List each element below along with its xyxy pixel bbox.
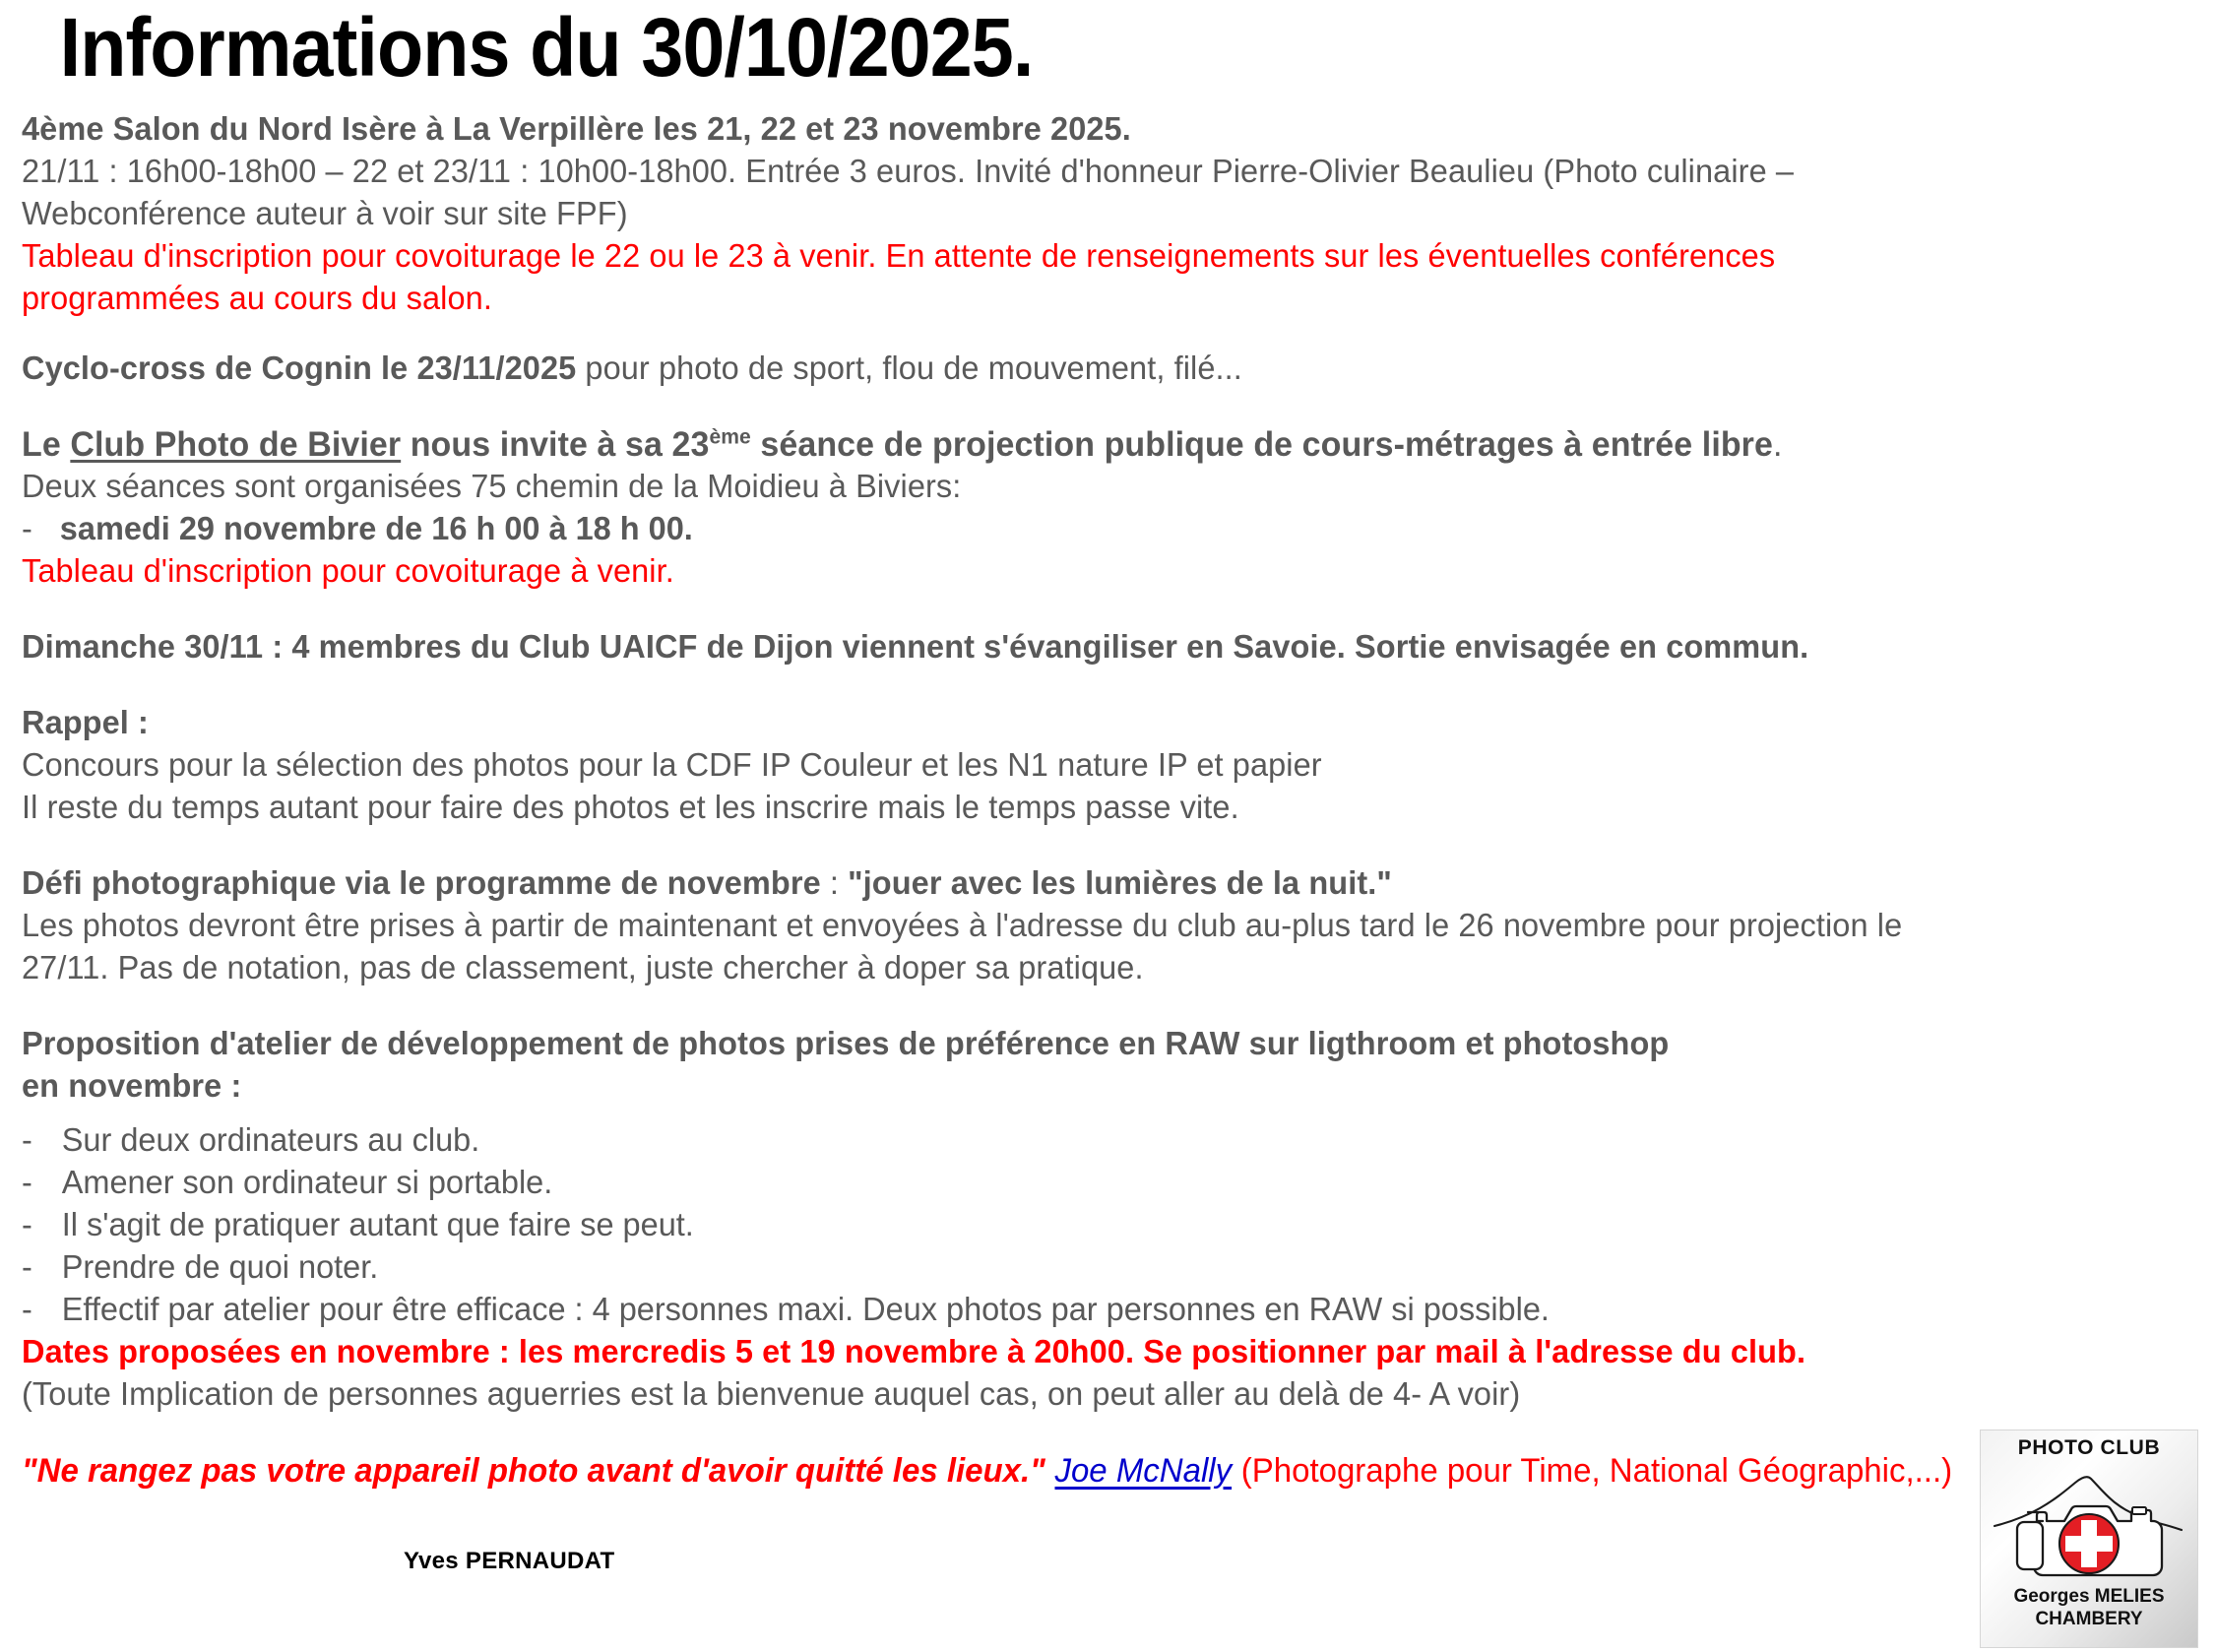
- salon-detail-line-2: Webconférence auteur à voir sur site FPF): [22, 195, 628, 232]
- bullet-dash-icon: -: [22, 1164, 32, 1201]
- bivier-ordinal: ème: [709, 423, 751, 449]
- bivier-note-wrap: [22, 550, 2123, 593]
- atelier-dates-note: Dates proposées en novembre : les mercredis 5 et 19 novembre à 20h00. Se positionner par mail à l'adresse du club.: [22, 1333, 1806, 1370]
- atelier-closing: [22, 1331, 2123, 1416]
- list-item: [22, 1289, 2123, 1331]
- salon-heading: 4ème Salon du Nord Isère à La Verpillère les 21, 22 et 23 novembre 2025.: [22, 110, 1131, 148]
- section-salon: [22, 108, 2123, 320]
- rappel-line-1: Concours pour la sélection des photos pour la CDF IP Couleur et les N1 nature IP et papier: [22, 746, 1322, 784]
- cyclocross-rest: pour photo de sport, flou de mouvement, filé...: [576, 349, 1242, 387]
- bullet-dash-icon: -: [22, 1121, 32, 1159]
- salon-carpool-note-line-1: Tableau d'inscription pour covoiturage le 22 ou le 23 à venir. En attente de renseignements sur les éventuelles conférences: [22, 237, 1776, 275]
- cyclocross-line: [22, 348, 2123, 390]
- bivier-club-name: Club Photo de Bivier: [70, 424, 402, 464]
- list-item-label: Prendre de quoi noter.: [61, 1248, 379, 1286]
- salon-detail-line-1: 21/11 : 16h00-18h00 – 22 et 23/11 : 10h00-18h00. Entrée 3 euros. Invité d'honneur Pierre-Olivier Beaulieu (Photo culinaire –: [22, 153, 1795, 190]
- atelier-heading-line-1: Proposition d'atelier de développement de photos prises de préférence en RAW sur ligthroom et photoshop: [22, 1025, 1670, 1062]
- list-item-label: Amener son ordinateur si portable.: [61, 1164, 553, 1201]
- rappel-heading: Rappel :: [22, 704, 149, 741]
- atelier-bullet-list: [22, 1119, 2188, 1331]
- signature-name: Yves PERNAUDAT: [404, 1548, 615, 1574]
- bivier-period: .: [1772, 424, 1783, 464]
- salon-carpool-note-line-2: programmées au cours du salon.: [22, 280, 492, 317]
- logo-top-text: PHOTO CLUB: [2017, 1436, 2161, 1459]
- bivier-session-bullet: [22, 508, 2123, 550]
- bullet-dash-icon: -: [22, 1291, 32, 1328]
- logo-club-name: Georges MELIES: [2013, 1586, 2165, 1607]
- section-cyclocross: [22, 348, 2123, 390]
- section-defi: [22, 862, 2123, 989]
- page-title: Informations du 30/10/2025.: [59, 1, 1034, 94]
- quote-note: (Photographe pour Time, National Géographic,...): [1240, 1451, 1953, 1490]
- bivier-heading: [22, 423, 2123, 466]
- bivier-subline: Deux séances sont organisées 75 chemin de la Moidieu à Biviers:: [22, 468, 962, 505]
- bivier-end: séance de projection publique de cours-métrages à entrée libre: [750, 424, 1773, 464]
- defi-line-2: Les photos devront être prises à partir de maintenant et envoyées à l'adresse du club au-plus tard le 26 novembre pour projection le: [22, 907, 1903, 944]
- list-item-label: Sur deux ordinateurs au club.: [61, 1121, 480, 1159]
- section-bivier: [22, 423, 2123, 508]
- quote-text: "Ne rangez pas votre appareil photo avant d'avoir quitté les lieux.": [22, 1451, 1045, 1490]
- defi-line-3: 27/11. Pas de notation, pas de classement, juste chercher à doper sa pratique.: [22, 949, 1144, 986]
- defi-heading: [22, 862, 2123, 905]
- list-item-label: Il s'agit de pratiquer autant que faire se peut.: [61, 1206, 694, 1243]
- dimanche-text: Dimanche 30/11 : 4 membres du Club UAICF de Dijon viennent s'évangiliser en Savoie. Sortie envisagée en commun.: [22, 628, 1809, 666]
- logo-city: CHAMBERY: [2035, 1609, 2143, 1629]
- defi-bold: Défi photographique via le programme de novembre: [22, 864, 821, 902]
- rappel-line-2: Il reste du temps autant pour faire des photos et les inscrire mais le temps passe vite.: [22, 789, 1239, 826]
- section-quote: [22, 1449, 2123, 1493]
- bullet-dash-icon: -: [22, 1206, 32, 1243]
- atelier-parenthetical: (Toute Implication de personnes aguerries est la bienvenue auquel cas, on peut aller au delà de 4- A voir): [22, 1375, 1521, 1413]
- defi-mid: :: [820, 864, 849, 902]
- camera-mountain-icon: [1989, 1461, 2189, 1583]
- list-item: [22, 1119, 2123, 1162]
- logo-bottom-text: [2013, 1585, 2164, 1630]
- section-dimanche: [22, 626, 2123, 668]
- bivier-session-text: samedi 29 novembre de 16 h 00 à 18 h 00.: [59, 510, 693, 547]
- bullet-dash-icon: -: [22, 510, 32, 547]
- defi-quote: "jouer avec les lumières de la nuit.": [848, 864, 1392, 902]
- bivier-mid: nous invite à sa 23: [401, 424, 710, 464]
- list-item: [22, 1246, 2123, 1289]
- bullet-dash-icon: -: [22, 1248, 32, 1286]
- quote-author-link[interactable]: Joe McNally: [1054, 1451, 1233, 1490]
- section-atelier: [22, 1023, 2123, 1108]
- list-item-label: Effectif par atelier pour être efficace : 4 personnes maxi. Deux photos par personnes en RAW si possible.: [61, 1291, 1550, 1328]
- list-item: [22, 1162, 2123, 1204]
- bivier-carpool-note: Tableau d'inscription pour covoiturage à venir.: [22, 552, 674, 590]
- list-item: [22, 1204, 2123, 1246]
- atelier-heading-line-2: en novembre :: [22, 1067, 242, 1105]
- photo-club-logo: [1980, 1430, 2198, 1648]
- bivier-prefix: Le: [22, 424, 71, 464]
- cyclocross-bold: Cyclo-cross de Cognin le 23/11/2025: [22, 349, 577, 387]
- section-rappel: [22, 702, 2123, 829]
